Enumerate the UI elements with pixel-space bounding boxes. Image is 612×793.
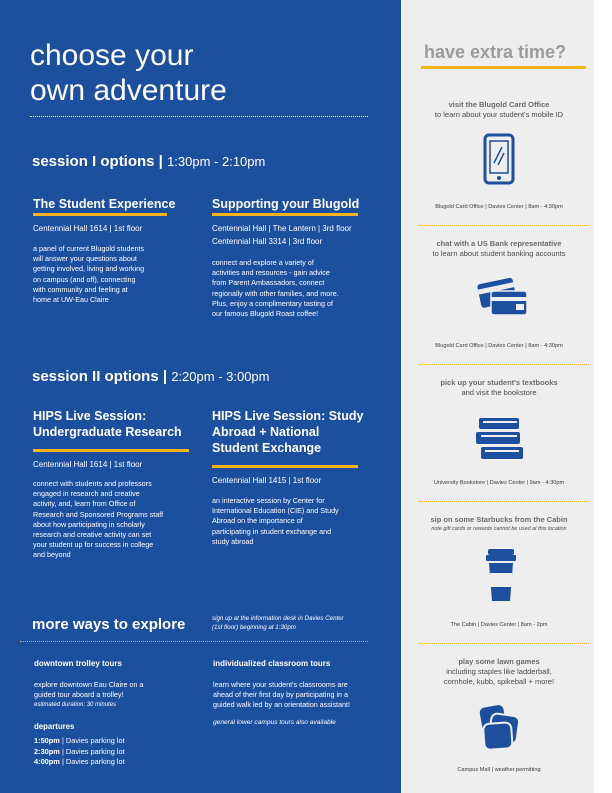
s1b-location-1: Centennial Hall | The Lantern | 3rd floor xyxy=(212,224,352,233)
s1b-line: Plus, enjoy a complimentary tasting of xyxy=(212,298,334,308)
s1b-line: regionally with other families, and more. xyxy=(212,288,339,298)
activity-text: to learn about student banking accounts xyxy=(432,249,566,258)
activity-text: and visit the bookstore xyxy=(461,388,537,397)
s2a-line: Research and Sponsored Programs staff xyxy=(33,509,164,519)
trolley-heading: downtown trolley tours xyxy=(34,659,122,668)
s2b-line: participating in student exchange and xyxy=(212,526,332,536)
s2a-line: activity, and, learn from Office of xyxy=(33,499,136,509)
s1a-underline xyxy=(33,213,167,216)
s1b-underline xyxy=(212,213,358,216)
s1a-line: with community and feeling at xyxy=(33,284,128,294)
signup-note xyxy=(212,614,382,632)
activity-caption: Campus Mall | weather permitting xyxy=(457,767,541,773)
s2a-description xyxy=(33,479,163,561)
departure-row xyxy=(34,736,125,747)
more-ways-heading: more ways to explore xyxy=(32,616,186,633)
s2b-heading xyxy=(212,408,363,456)
s1b-description xyxy=(212,258,339,319)
have-extra-time-underline xyxy=(421,66,586,69)
s2a-heading-line: Undergraduate Research xyxy=(33,425,182,439)
trolley-line: explore downtown Eau Claire on a xyxy=(34,680,144,689)
activity-divider xyxy=(419,501,589,502)
s1a-location: Centennial Hall 1614 | 1st floor xyxy=(33,224,143,233)
s1b-location-2: Centennial Hall 3314 | 3rd floor xyxy=(212,237,323,246)
departures-label: departures xyxy=(34,722,75,731)
classroom-note: general lower campus tours also available xyxy=(213,719,336,726)
s2b-location: Centennial Hall 1415 | 1st floor xyxy=(212,476,322,485)
signup-line: sign up at the information desk in Davies Center xyxy=(212,615,344,622)
credit-card-icon xyxy=(476,273,530,319)
s2b-heading-line: Abroad + National xyxy=(212,425,320,439)
s1a-line: getting involved, living and working xyxy=(33,264,145,274)
s1b-line: activities and resources - gain advice xyxy=(212,268,330,278)
s1a-heading: The Student Experience xyxy=(33,197,176,211)
s1a-line: will answer your questions about xyxy=(33,254,137,264)
departures-list xyxy=(34,736,125,768)
coffee-cup-icon xyxy=(484,547,518,603)
more-divider xyxy=(20,641,368,642)
activity-title: play some lawn games xyxy=(458,657,540,666)
activity-bookstore xyxy=(408,378,590,398)
trolley-duration: estimated duration: 30 minutes xyxy=(34,702,117,709)
signup-line: (1st floor) beginning at 1:30pm xyxy=(212,624,296,631)
session-1-label: session I options | xyxy=(32,153,168,170)
activity-text: note gift cards or rewards cannot be used at this location xyxy=(431,526,567,532)
s2b-heading-line: HIPS Live Session: Study xyxy=(212,409,364,423)
s2b-line: International Education (CIE) and Study xyxy=(212,506,339,516)
s2b-line: study abroad xyxy=(212,536,254,546)
s2a-line: connect with students and professors xyxy=(33,479,152,488)
bean-bags-icon xyxy=(476,701,526,753)
s2a-heading-line: HIPS Live Session: xyxy=(33,409,147,423)
departure-place: | Davies parking lot xyxy=(59,746,125,756)
trolley-line: guided tour aboard a trolley! xyxy=(34,690,124,700)
right-margin xyxy=(594,0,612,793)
s2a-line: and beyond xyxy=(33,550,71,560)
activity-text: cornhole, kubb, spikeball + more! xyxy=(443,677,555,686)
activity-us-bank xyxy=(408,239,590,259)
activity-lawn-games xyxy=(408,657,590,687)
activity-title: visit the Blugold Card Office xyxy=(448,100,550,109)
activity-divider xyxy=(419,364,589,365)
departure-time: 4:00pm xyxy=(34,757,60,766)
activity-title: pick up your student's textbooks xyxy=(440,378,558,387)
s1b-line: from Parent Ambassadors, connect xyxy=(212,278,325,288)
s2a-line: engaged in research and creative xyxy=(33,489,140,499)
s1a-line: on campus (and off), connecting xyxy=(33,274,136,284)
session-2-time: 2:20pm - 3:00pm xyxy=(171,369,270,384)
trolley-description xyxy=(34,680,143,711)
page-title xyxy=(30,38,380,108)
s2a-underline xyxy=(33,449,189,452)
s1a-line: a panel of current Blugold students xyxy=(33,244,145,253)
activity-caption: University Bookstore | Davies Center | 9am - 4:30pm xyxy=(433,480,565,486)
activity-divider xyxy=(419,225,589,226)
activity-caption: Blugold Card Office | Davies Center | 8am - 4:30pm xyxy=(435,343,563,349)
activity-card-office xyxy=(408,100,590,120)
have-extra-time-heading: have extra time? xyxy=(424,42,567,62)
activity-starbucks xyxy=(408,515,590,534)
classroom-description xyxy=(213,680,350,711)
activity-divider xyxy=(419,643,589,644)
s2a-heading xyxy=(33,408,182,440)
s2a-location: Centennial Hall 1614 | 1st floor xyxy=(33,460,143,469)
s2a-line: your student up for success in college xyxy=(33,540,154,550)
phone-icon xyxy=(482,133,518,189)
session-2-heading xyxy=(32,368,270,385)
activity-text: to learn about your student's mobile ID xyxy=(434,110,564,119)
departure-row xyxy=(34,757,125,768)
s2b-underline xyxy=(212,465,358,468)
s2b-heading-line: Student Exchange xyxy=(212,441,322,455)
departure-row xyxy=(34,747,125,758)
s2b-line: an interactive session by Center for xyxy=(212,496,325,505)
s2b-line: Abroad on the importance of xyxy=(212,516,303,526)
s1a-line: home at UW-Eau Claire xyxy=(33,295,109,305)
session-1-time: 1:30pm - 2:10pm xyxy=(167,154,266,169)
title-divider xyxy=(30,116,368,117)
session-2-label: session II options | xyxy=(32,368,172,385)
s2b-description xyxy=(212,496,339,547)
s2a-line: research and creative activity can set xyxy=(33,530,152,540)
books-icon xyxy=(473,416,527,464)
s1a-description xyxy=(33,244,144,305)
s1b-line: connect and explore a variety of xyxy=(212,258,314,267)
activity-text: including staples like ladderball, xyxy=(446,667,552,676)
classroom-line: guided walk led by an orientation assistant! xyxy=(213,700,351,710)
classroom-heading: individualized classroom tours xyxy=(213,659,331,668)
departure-time: 2:30pm xyxy=(34,746,60,756)
activity-title: sip on some Starbucks from the Cabin xyxy=(430,515,568,524)
s2a-line: about how participating in scholarly xyxy=(33,519,145,529)
activity-title: chat with a US Bank representative xyxy=(436,239,562,248)
s1b-line: our famous Blugold Roast coffee! xyxy=(212,309,319,319)
departure-time: 1:50pm xyxy=(34,736,60,745)
departure-place: | Davies parking lot xyxy=(59,757,125,766)
title-line-2: own adventure xyxy=(30,74,227,107)
s1b-heading: Supporting your Blugold xyxy=(212,197,360,211)
session-1-heading xyxy=(32,153,265,170)
title-line-1: choose your xyxy=(30,39,194,72)
classroom-line: learn where your student's classrooms are xyxy=(213,680,348,689)
activity-caption: Blugold Card Office | Davies Center | 8am - 4:30pm xyxy=(435,204,563,210)
departure-place: | Davies parking lot xyxy=(59,736,125,745)
classroom-line: ahead of their first day by participating in a xyxy=(213,690,349,700)
activity-caption: The Cabin | Davies Center | 8am - 2pm xyxy=(450,622,548,628)
